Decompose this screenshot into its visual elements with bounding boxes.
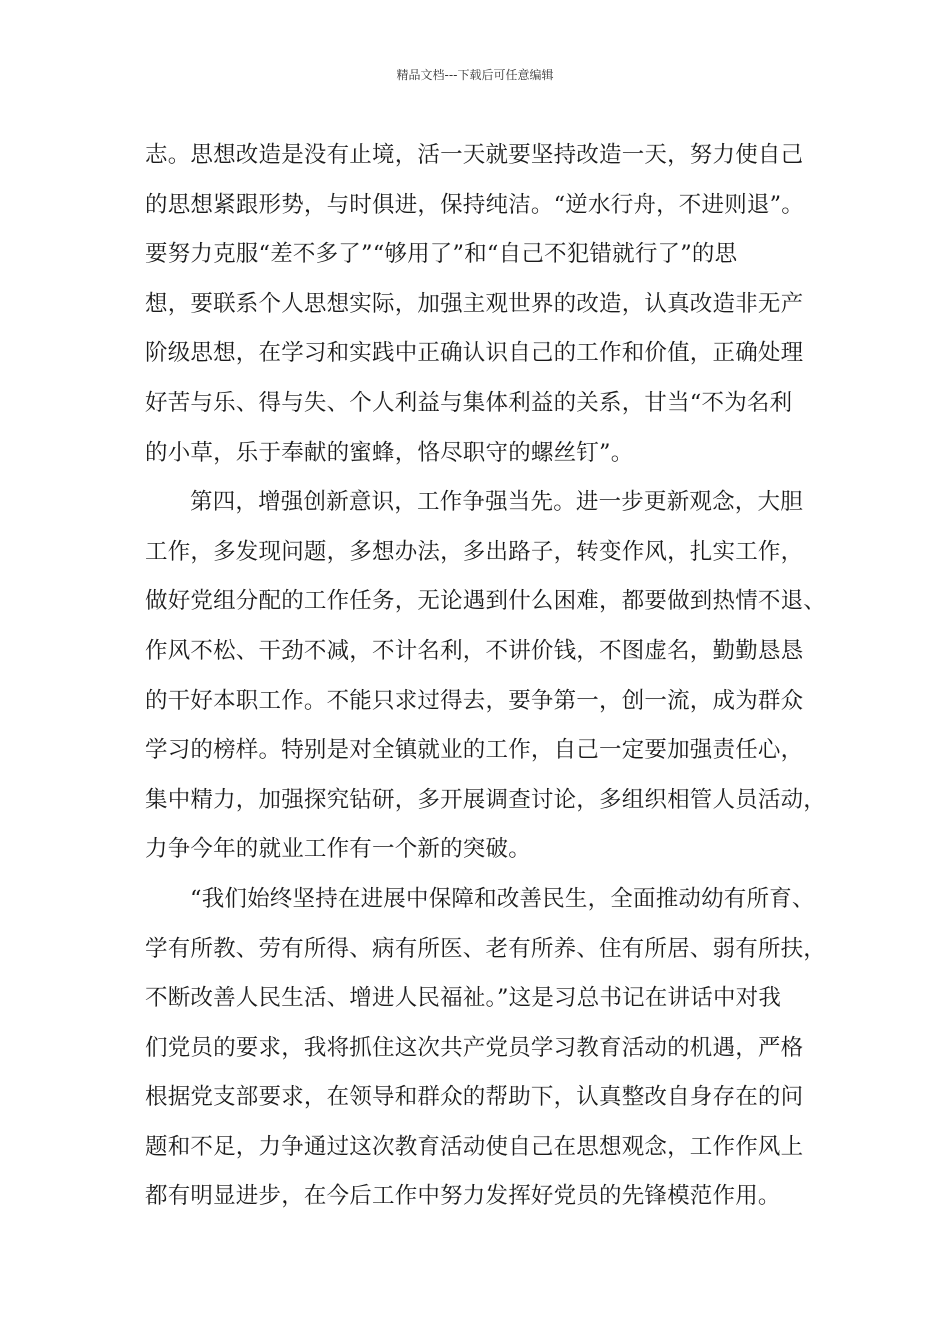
text-line: 题和不足，力争通过这次教育活动使自己在思想观念，工作作风上 xyxy=(145,1133,804,1160)
paragraph-start-line: 第四，增强创新意识，工作争强当先。进一步更新观念，大胆 xyxy=(190,489,803,516)
text-line: 不断改善人民生活、增进人民福祉。”这是习总书记在讲话中对我 xyxy=(145,985,782,1012)
text-line: 力争今年的就业工作有一个新的突破。 xyxy=(145,836,531,863)
text-line: 的小草，乐于奉献的蜜蜂，恪尽职守的螺丝钉”。 xyxy=(145,439,634,466)
document-body xyxy=(145,131,825,1222)
page-header: 精品文档---下载后可任意编辑 xyxy=(396,68,554,82)
text-line: 学有所教、劳有所得、病有所医、老有所养、住有所居、弱有所扶， xyxy=(145,935,827,962)
text-line: 集中精力，加强探究钻研，多开展调查讨论，多组织相管人员活动， xyxy=(145,786,827,813)
text-line: 学习的榜样。特别是对全镇就业的工作，自己一定要加强责任心， xyxy=(145,737,804,764)
text-line: 阶级思想，在学习和实践中正确认识自己的工作和价值，正确处理 xyxy=(145,340,804,367)
text-line: 都有明显进步，在今后工作中努力发挥好党员的先锋模范作用。 xyxy=(145,1183,781,1210)
text-line: 做好党组分配的工作任务，无论遇到什么困难，都要做到热情不退、 xyxy=(145,588,827,615)
text-line: 好苦与乐、得与失、个人利益与集体利益的关系，甘当“不为名利 xyxy=(145,389,793,416)
text-line: 的思想紧跟形势，与时俱进，保持纯洁。“逆水行舟，不进则退”。 xyxy=(145,191,805,218)
text-line: 根据党支部要求，在领导和群众的帮助下，认真整改自身存在的问 xyxy=(145,1084,804,1111)
text-line: 工作，多发现问题，多想办法，多出路子，转变作风，扎实工作， xyxy=(145,538,804,565)
paragraph-start-line: “我们始终坚持在进展中保障和改善民生，全面推动幼有所育、 xyxy=(190,885,815,912)
text-line: 志。思想改造是没有止境，活一天就要坚持改造一天，努力使自己 xyxy=(145,142,804,168)
text-line: 作风不松、干劲不减，不计名利，不讲价钱，不图虚名，勤勤恳恳 xyxy=(145,637,804,664)
text-line: 想，要联系个人思想实际，加强主观世界的改造，认真改造非无产 xyxy=(145,290,804,317)
text-line: 要努力克服“差不多了”“够用了”和“自己不犯错就行了”的思 xyxy=(145,241,738,268)
text-line: 的干好本职工作。不能只求过得去，要争第一，创一流，成为群众 xyxy=(145,687,804,714)
text-line: 们党员的要求，我将抓住这次共产党员学习教育活动的机遇，严格 xyxy=(145,1034,804,1061)
